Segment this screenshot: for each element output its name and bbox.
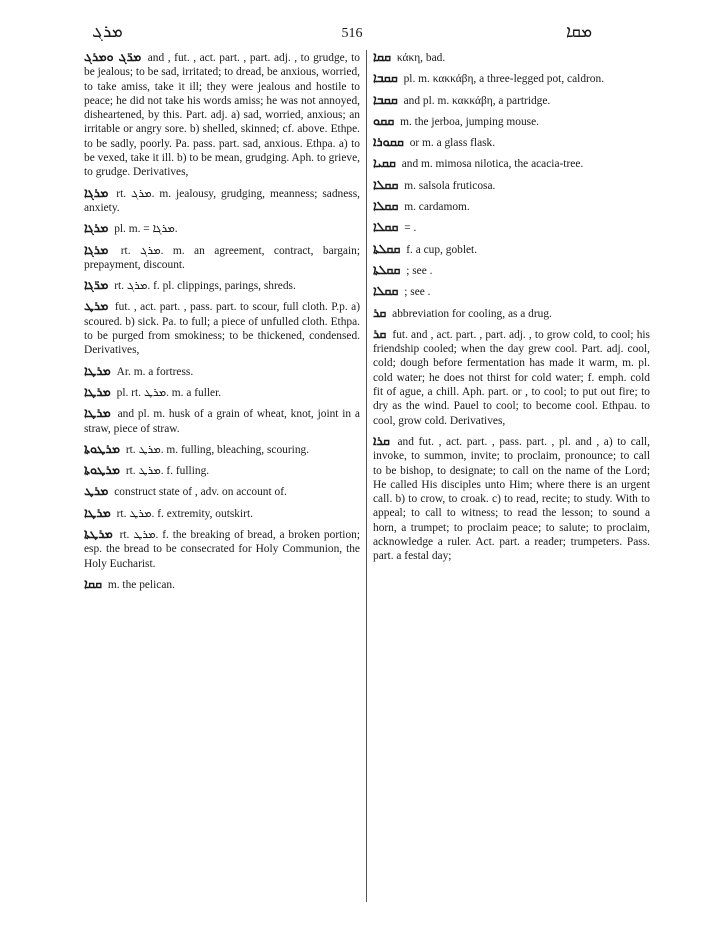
entry-definition: rt. ܡܪܛ. m. fulling, bleaching, scouring. (125, 443, 310, 456)
dictionary-entry (373, 263, 650, 278)
entry-headword: ܡܪܛ (84, 483, 109, 499)
dictionary-entry (373, 242, 650, 257)
dictionary-entry (84, 527, 360, 571)
dictionary-entry (84, 406, 360, 436)
entry-headword: ܩܩܠܐ (373, 219, 399, 235)
dictionary-entry (84, 364, 360, 379)
dictionary-entry (84, 278, 360, 293)
dictionary-entry (84, 50, 360, 180)
entry-definition: construct state of , adv. on account of. (114, 486, 287, 499)
right-column (373, 50, 650, 570)
dictionary-entry (84, 506, 360, 521)
entry-definition: and , fut. , act. part. , part. adj. , to grudge, to be jealous; to be sad, irritated; to dread, be anxious, worried, to take amiss, take it ill; they were jealous and hostile to peace; he did not take his words amiss; he was not annoyed, disheartened, by this. Part. adj. a) sad, worried, anxious; an irritable or angry sore. b) shelled, skinned; cf. above. Ethpe. to be sadly, poorly. Pa. pass. part. sad, anxious. Ethpa. a) to be vexed, take it ill. b) to be mean, grudging. Aph. to grieve, to grudge. Derivatives, (84, 52, 360, 179)
entry-headword: ܡܪܓܐ (84, 184, 109, 200)
dictionary-entry (84, 221, 360, 236)
entry-definition: m. salsola fruticosa. (404, 179, 496, 192)
entry-definition: rt. ܡܪܛ. f. the breaking of bread, a broken portion; esp. the bread to be consecrated for Holy Communion, the Holy Eucharist. (84, 529, 360, 570)
entry-definition: or m. a glass flask. (409, 137, 496, 150)
dictionary-entry (84, 577, 360, 592)
dictionary-entry (373, 93, 650, 108)
entry-headword: ܩܩܝܐ (373, 155, 396, 171)
dictionary-entry (84, 484, 360, 499)
entry-headword: ܡܪܛܘܬܐ (84, 462, 120, 478)
dictionary-entry (373, 327, 650, 428)
entry-definition: ; see . (404, 286, 431, 299)
page-number: 516 (341, 26, 363, 41)
entry-headword: ܩܩܒܐ (373, 91, 398, 107)
dictionary-entry (373, 135, 650, 150)
dictionary-entry (373, 284, 650, 299)
entry-headword: ܩܩܠܬܐ (373, 240, 401, 256)
dictionary-entry (84, 385, 360, 400)
page-header (0, 22, 704, 46)
entry-headword: ܩܩܒܐ (373, 70, 398, 86)
entry-definition: = . (404, 222, 417, 235)
entry-definition: pl. rt. ܡܪܛ. m. a fuller. (116, 386, 222, 399)
entry-definition: and fut. , act. part. , pass. part. , pl. and , a) to call, invoke, to summon, invite; to proclaim, pronounce; to call to be bishop, to designate; to call on the name of the Lord; He called His disciples unto Him; where there is an urgent call. b) to crow, to croak. c) to read, recite; to study. With to appeal; to call to witness; to read the lesson; to sound a horn, a trumpet; to proclaim peace; to salute; to proclaim, acknowledge a ruler. Act. part. a reader; trumpeters. Pass. part. a festal day; (373, 435, 650, 563)
column-divider (366, 50, 367, 902)
entry-headword: ܡܪܛܐ (84, 383, 111, 399)
entry-definition: and m. mimosa nilotica, the acacia-tree. (401, 158, 584, 171)
dictionary-entry (84, 442, 360, 457)
entry-headword: ܩܩܐ (84, 575, 103, 591)
entry-headword: ܩܪ (373, 304, 387, 320)
dictionary-entry (373, 50, 650, 65)
entry-definition: rt. ܡܪܛ. f. extremity, outskirt. (116, 507, 253, 520)
entry-headword: ܡܪ̈ܓ ܘܡܪܓ (84, 49, 142, 64)
dictionary-entry (373, 220, 650, 235)
entry-headword: ܩܪܐ (373, 432, 390, 448)
dictionary-entry (84, 243, 360, 273)
entry-definition: abbreviation for cooling, as a drug. (392, 307, 552, 320)
entry-definition: pl. m. κακκάβη, a three-legged pot, caldron. (403, 73, 605, 86)
dictionary-entry (373, 156, 650, 171)
entry-headword: ܡܪܛܐ (84, 362, 111, 378)
entry-headword: ܡܪܛܬܐ (84, 526, 113, 542)
entry-headword: ܩܩܠܐ (373, 176, 399, 192)
header-right-headword: ܡܩܐ (566, 22, 593, 42)
entry-headword: ܩܩܠܬܐ (373, 261, 401, 277)
entry-headword: ܡܪܛܐ (84, 405, 111, 421)
entry-definition: rt. ܡܪܓ. m. an agreement, contract, bargain; prepayment, discount. (84, 244, 360, 271)
entry-definition: m. cardamom. (404, 201, 470, 214)
entry-definition: fut. and , act. part. , part. adj. , to grow cold, to cool; his friendship cooled; when the day grew cool. Part. adj. cool, cold; dough before fermentation has made it warm, m. pl. cold water; he does not thirst for cold water; f. emph. cold fit of ague, a chill. Aph. part. or , to cool; to put out fire; to dry as the wind. Pauel to cool; to become cool. Ethpau. to cool, grow cold. Derivatives, (373, 328, 650, 427)
entry-definition: f. a cup, goblet. (406, 243, 478, 256)
entry-headword: ܡܪ̈ܓܐ (84, 277, 109, 293)
entry-headword: ܡܪܛܘܬܐ (84, 440, 120, 456)
dictionary-entry (373, 178, 650, 193)
entry-definition: pl. m. = ܡܪܓܐ. (114, 223, 178, 236)
header-left-headword: ܡܪܓ (92, 22, 123, 42)
dictionary-entry (373, 199, 650, 214)
dictionary-entry (84, 463, 360, 478)
entry-headword: ܩܩܐ (373, 49, 392, 64)
entry-definition: and pl. m. husk of a grain of wheat, knot, joint in a straw, piece of straw. (84, 408, 360, 435)
entry-headword: ܩܪ (373, 325, 387, 341)
entry-definition: κάκη, bad. (396, 52, 446, 64)
dictionary-entry (84, 186, 360, 216)
dictionary-entry (373, 306, 650, 321)
dictionary-entry (84, 299, 360, 357)
entry-headword: ܡܪܓܐ (84, 241, 109, 257)
entry-headword: ܩܩܘ (373, 112, 395, 128)
entry-definition: rt. ܡܪܓ. m. jealousy, grudging, meanness; sadness, anxiety. (84, 187, 361, 214)
left-column (84, 50, 360, 598)
entry-definition: fut. , act. part. , pass. part. to scour, full cloth. P.p. a) scoured. b) sick. Pa. to full; a piece of unfulled cloth. Ethpa. to be purged from smokiness; to be thickened, condensed. Derivatives, (84, 301, 360, 357)
dictionary-entry (373, 71, 650, 86)
entry-definition: m. the jerboa, jumping mouse. (400, 115, 539, 128)
dictionary-entry (373, 434, 650, 564)
entry-headword: ܡܪܛ (84, 298, 109, 314)
entry-headword: ܡܪܛܐ (84, 504, 111, 520)
entry-definition: ; see . (406, 264, 433, 277)
entry-definition: rt. ܡܪܛ. f. fulling. (125, 465, 210, 478)
dictionary-entry (373, 114, 650, 129)
entry-headword: ܩܩܘܪܐ (373, 134, 404, 150)
entry-headword: ܡܪܓܐ (84, 220, 109, 236)
entry-definition: and pl. m. κακκάβη, a partridge. (403, 94, 551, 107)
entry-headword: ܩܩܠܐ (373, 198, 399, 214)
entry-definition: Ar. m. a fortress. (116, 365, 194, 378)
entry-definition: m. the pelican. (107, 578, 175, 591)
entry-headword: ܩܩܠܐ (373, 283, 399, 299)
entry-definition: rt. ܡܪܓ. f. pl. clippings, parings, shreds. (114, 280, 296, 293)
